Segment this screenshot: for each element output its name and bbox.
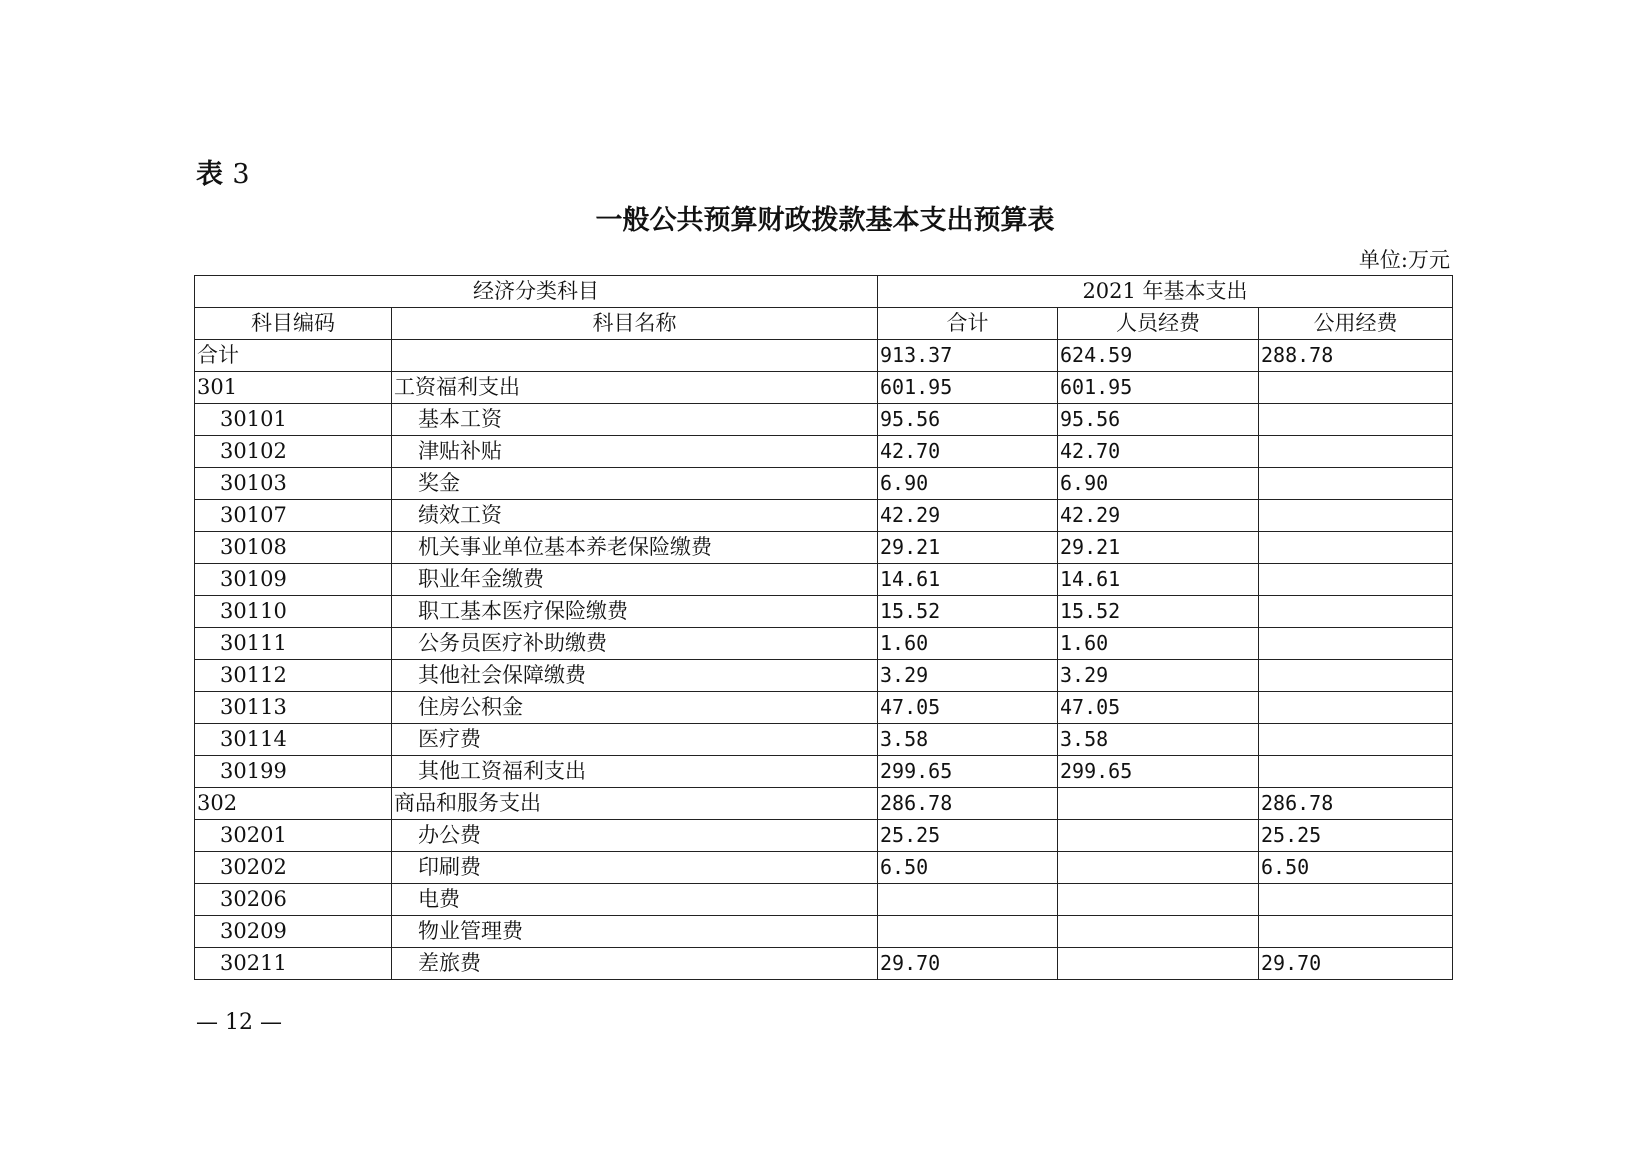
row-code-cell: 302 [195,788,392,820]
row-public-cell: 25.25 [1259,820,1453,852]
row-code-cell: 30103 [195,468,392,500]
row-total-cell: 15.52 [878,596,1058,628]
row-total-cell: 95.56 [878,404,1058,436]
table-row [195,436,1453,468]
row-personnel-cell: 15.52 [1058,596,1259,628]
unit-label: 单位:万元 [1358,248,1450,272]
row-name-cell: 公务员医疗补助缴费 [392,628,878,660]
row-total-cell: 299.65 [878,756,1058,788]
row-total-cell: 6.50 [878,852,1058,884]
table-row [195,564,1453,596]
page-title: 一般公共预算财政拨款基本支出预算表 [595,205,1055,236]
row-personnel-cell: 47.05 [1058,692,1259,724]
row-total-cell: 42.29 [878,500,1058,532]
row-code-cell: 30110 [195,596,392,628]
page-number: — 12 — [196,1010,282,1035]
row-public-cell [1259,372,1453,404]
row-code-cell: 30108 [195,532,392,564]
row-personnel-cell: 299.65 [1058,756,1259,788]
row-name-cell: 其他社会保障缴费 [392,660,878,692]
budget-table-body [195,340,1453,980]
row-name-cell: 商品和服务支出 [392,788,878,820]
row-name-cell: 职业年金缴费 [392,564,878,596]
row-public-cell: 6.50 [1259,852,1453,884]
row-personnel-cell: 42.70 [1058,436,1259,468]
table-row [195,340,1453,372]
row-total-cell: 1.60 [878,628,1058,660]
row-name-cell: 物业管理费 [392,916,878,948]
column-header-row [195,308,1453,340]
row-total-cell: 3.58 [878,724,1058,756]
row-name-cell: 机关事业单位基本养老保险缴费 [392,532,878,564]
row-total-cell: 6.90 [878,468,1058,500]
row-total-cell: 3.29 [878,660,1058,692]
row-total-cell [878,916,1058,948]
row-personnel-cell: 42.29 [1058,500,1259,532]
row-code-cell: 30101 [195,404,392,436]
table-row [195,372,1453,404]
row-total-cell: 913.37 [878,340,1058,372]
group-header-economic: 经济分类科目 [195,276,878,308]
row-personnel-cell: 1.60 [1058,628,1259,660]
row-code-cell: 30107 [195,500,392,532]
row-personnel-cell: 6.90 [1058,468,1259,500]
table-row [195,820,1453,852]
row-public-cell [1259,756,1453,788]
row-code-cell: 合计 [195,340,392,372]
row-total-cell: 286.78 [878,788,1058,820]
budget-table [194,275,1453,980]
row-public-cell: 29.70 [1259,948,1453,980]
row-code-cell: 30211 [195,948,392,980]
row-personnel-cell [1058,916,1259,948]
row-name-cell: 办公费 [392,820,878,852]
row-code-cell: 30199 [195,756,392,788]
row-total-cell: 47.05 [878,692,1058,724]
row-code-cell: 30102 [195,436,392,468]
row-personnel-cell: 3.29 [1058,660,1259,692]
row-code-cell: 30209 [195,916,392,948]
table-row [195,468,1453,500]
row-personnel-cell: 14.61 [1058,564,1259,596]
row-name-cell: 工资福利支出 [392,372,878,404]
row-personnel-cell: 624.59 [1058,340,1259,372]
row-personnel-cell: 29.21 [1058,532,1259,564]
row-total-cell: 601.95 [878,372,1058,404]
row-name-cell [392,340,878,372]
table-row [195,532,1453,564]
table-row [195,660,1453,692]
row-code-cell: 30112 [195,660,392,692]
row-total-cell: 42.70 [878,436,1058,468]
row-name-cell: 其他工资福利支出 [392,756,878,788]
table-row [195,500,1453,532]
row-personnel-cell [1058,884,1259,916]
row-public-cell [1259,532,1453,564]
row-personnel-cell: 95.56 [1058,404,1259,436]
column-header-total: 合计 [878,308,1058,340]
row-code-cell: 30206 [195,884,392,916]
row-personnel-cell [1058,788,1259,820]
column-header-name: 科目名称 [392,308,878,340]
row-personnel-cell [1058,948,1259,980]
row-total-cell: 29.21 [878,532,1058,564]
row-public-cell [1259,724,1453,756]
table-row [195,884,1453,916]
row-name-cell: 印刷费 [392,852,878,884]
group-header-basic-expense: 2021 年基本支出 [878,276,1453,308]
row-personnel-cell [1058,820,1259,852]
row-public-cell [1259,436,1453,468]
table-row [195,788,1453,820]
row-total-cell: 25.25 [878,820,1058,852]
row-name-cell: 差旅费 [392,948,878,980]
row-public-cell [1259,916,1453,948]
row-personnel-cell: 601.95 [1058,372,1259,404]
row-code-cell: 30111 [195,628,392,660]
row-personnel-cell [1058,852,1259,884]
table-row [195,948,1453,980]
row-public-cell [1259,660,1453,692]
row-code-cell: 30113 [195,692,392,724]
table-row [195,404,1453,436]
row-total-cell: 29.70 [878,948,1058,980]
row-name-cell: 奖金 [392,468,878,500]
row-public-cell [1259,404,1453,436]
row-public-cell: 286.78 [1259,788,1453,820]
row-code-cell: 301 [195,372,392,404]
table-label-text: 表 [196,159,223,190]
row-total-cell [878,884,1058,916]
row-code-cell: 30202 [195,852,392,884]
table-row [195,628,1453,660]
table-row [195,724,1453,756]
row-public-cell [1259,500,1453,532]
row-public-cell [1259,692,1453,724]
table-row [195,916,1453,948]
row-public-cell [1259,564,1453,596]
row-public-cell [1259,884,1453,916]
column-header-personnel: 人员经费 [1058,308,1259,340]
row-name-cell: 职工基本医疗保险缴费 [392,596,878,628]
table-label [196,152,250,191]
row-public-cell [1259,468,1453,500]
table-row [195,692,1453,724]
row-code-cell: 30114 [195,724,392,756]
row-name-cell: 绩效工资 [392,500,878,532]
column-header-code: 科目编码 [195,308,392,340]
row-personnel-cell: 3.58 [1058,724,1259,756]
row-code-cell: 30109 [195,564,392,596]
row-name-cell: 津贴补贴 [392,436,878,468]
row-public-cell [1259,596,1453,628]
row-code-cell: 30201 [195,820,392,852]
table-number: 3 [232,159,250,190]
row-total-cell: 14.61 [878,564,1058,596]
row-name-cell: 电费 [392,884,878,916]
row-name-cell: 医疗费 [392,724,878,756]
group-header-row [195,276,1453,308]
table-row [195,852,1453,884]
table-row [195,596,1453,628]
row-public-cell [1259,628,1453,660]
row-name-cell: 基本工资 [392,404,878,436]
table-row [195,756,1453,788]
row-name-cell: 住房公积金 [392,692,878,724]
row-public-cell: 288.78 [1259,340,1453,372]
column-header-public: 公用经费 [1259,308,1453,340]
